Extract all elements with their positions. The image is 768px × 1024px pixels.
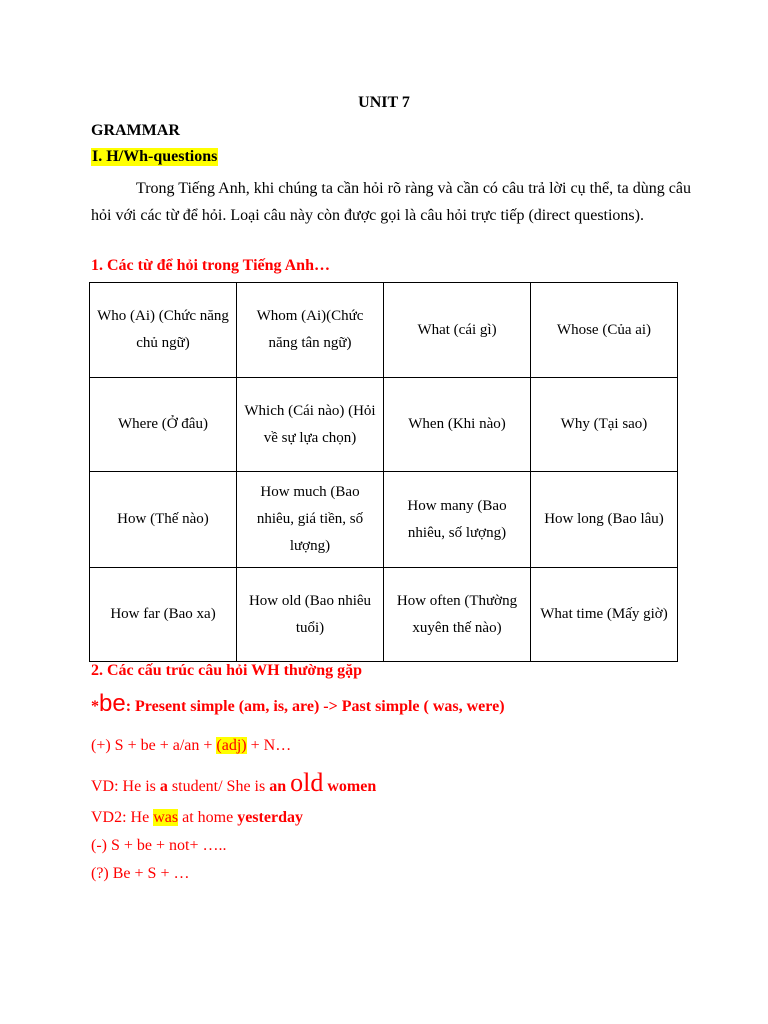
example-1-part: student/ She is bbox=[167, 778, 270, 795]
question-words-table bbox=[89, 282, 678, 662]
example-1-part: an bbox=[269, 778, 291, 795]
example-2-part: at home bbox=[178, 809, 238, 826]
example-1-part: a bbox=[159, 778, 168, 795]
table-cell: What (cái gì) bbox=[384, 283, 531, 378]
subsection-wh-structures-heading: 2. Các cấu trúc câu hỏi WH thường gặp bbox=[91, 662, 363, 679]
table-cell: Who (Ai) (Chức năng chủ ngữ) bbox=[90, 283, 237, 378]
table-cell: Why (Tại sao) bbox=[531, 378, 678, 472]
table-row bbox=[90, 568, 678, 662]
table-row bbox=[90, 472, 678, 568]
intro-paragraph: Trong Tiếng Anh, khi chúng ta cần hỏi rõ ràng và cần có câu trả lời cụ thể, ta dùng câu hỏi với các từ để hỏi. Loại câu này còn được gọi là câu hỏi trực tiếp (direct questions). bbox=[91, 180, 691, 224]
bullet-star: * bbox=[91, 698, 99, 715]
table-cell: How many (Bao nhiêu, số lượng) bbox=[384, 472, 531, 568]
table-cell: How old (Bao nhiêu tuổi) bbox=[237, 568, 384, 662]
example-2-highlight: was bbox=[153, 809, 179, 826]
grammar-heading: GRAMMAR bbox=[91, 122, 180, 139]
table-cell: When (Khi nào) bbox=[384, 378, 531, 472]
table-cell: How far (Bao xa) bbox=[90, 568, 237, 662]
table-cell: Which (Cái nào) (Hỏi về sự lựa chọn) bbox=[237, 378, 384, 472]
subsection-question-words-heading: 1. Các từ để hỏi trong Tiếng Anh… bbox=[91, 257, 330, 274]
example-2-part: yesterday bbox=[237, 809, 303, 826]
example-2-part: VD2: He bbox=[91, 809, 154, 826]
formula-positive-suffix: + N… bbox=[246, 737, 292, 754]
example-1 bbox=[91, 768, 376, 798]
formula-negative: (-) S + be + not+ ….. bbox=[91, 837, 227, 854]
unit-title: UNIT 7 bbox=[358, 94, 410, 111]
be-structure-heading bbox=[91, 690, 505, 718]
formula-positive-prefix: (+) S + be + a/an + bbox=[91, 737, 217, 754]
table-cell: How (Thế nào) bbox=[90, 472, 237, 568]
section-heading-wh-questions: I. H/Wh-questions bbox=[92, 148, 218, 165]
table-cell: Whose (Của ai) bbox=[531, 283, 678, 378]
formula-positive bbox=[91, 737, 291, 755]
table-cell: Where (Ở đâu) bbox=[90, 378, 237, 472]
be-keyword: be bbox=[99, 690, 126, 717]
table-row bbox=[90, 283, 678, 378]
table-row bbox=[90, 378, 678, 472]
example-2 bbox=[91, 809, 303, 827]
table-cell: How often (Thường xuyên thế nào) bbox=[384, 568, 531, 662]
example-1-big-word: old bbox=[290, 768, 324, 797]
example-1-part: VD: He is bbox=[91, 778, 160, 795]
table-cell: How much (Bao nhiêu, giá tiền, số lượng) bbox=[237, 472, 384, 568]
be-description: : Present simple (am, is, are) -> Past simple ( was, were) bbox=[125, 698, 505, 715]
example-1-part: women bbox=[323, 778, 377, 795]
formula-question: (?) Be + S + … bbox=[91, 865, 190, 882]
table-cell: What time (Mấy giờ) bbox=[531, 568, 678, 662]
formula-positive-highlight: (adj) bbox=[216, 737, 247, 754]
table-cell: How long (Bao lâu) bbox=[531, 472, 678, 568]
table-cell: Whom (Ai)(Chức năng tân ngữ) bbox=[237, 283, 384, 378]
